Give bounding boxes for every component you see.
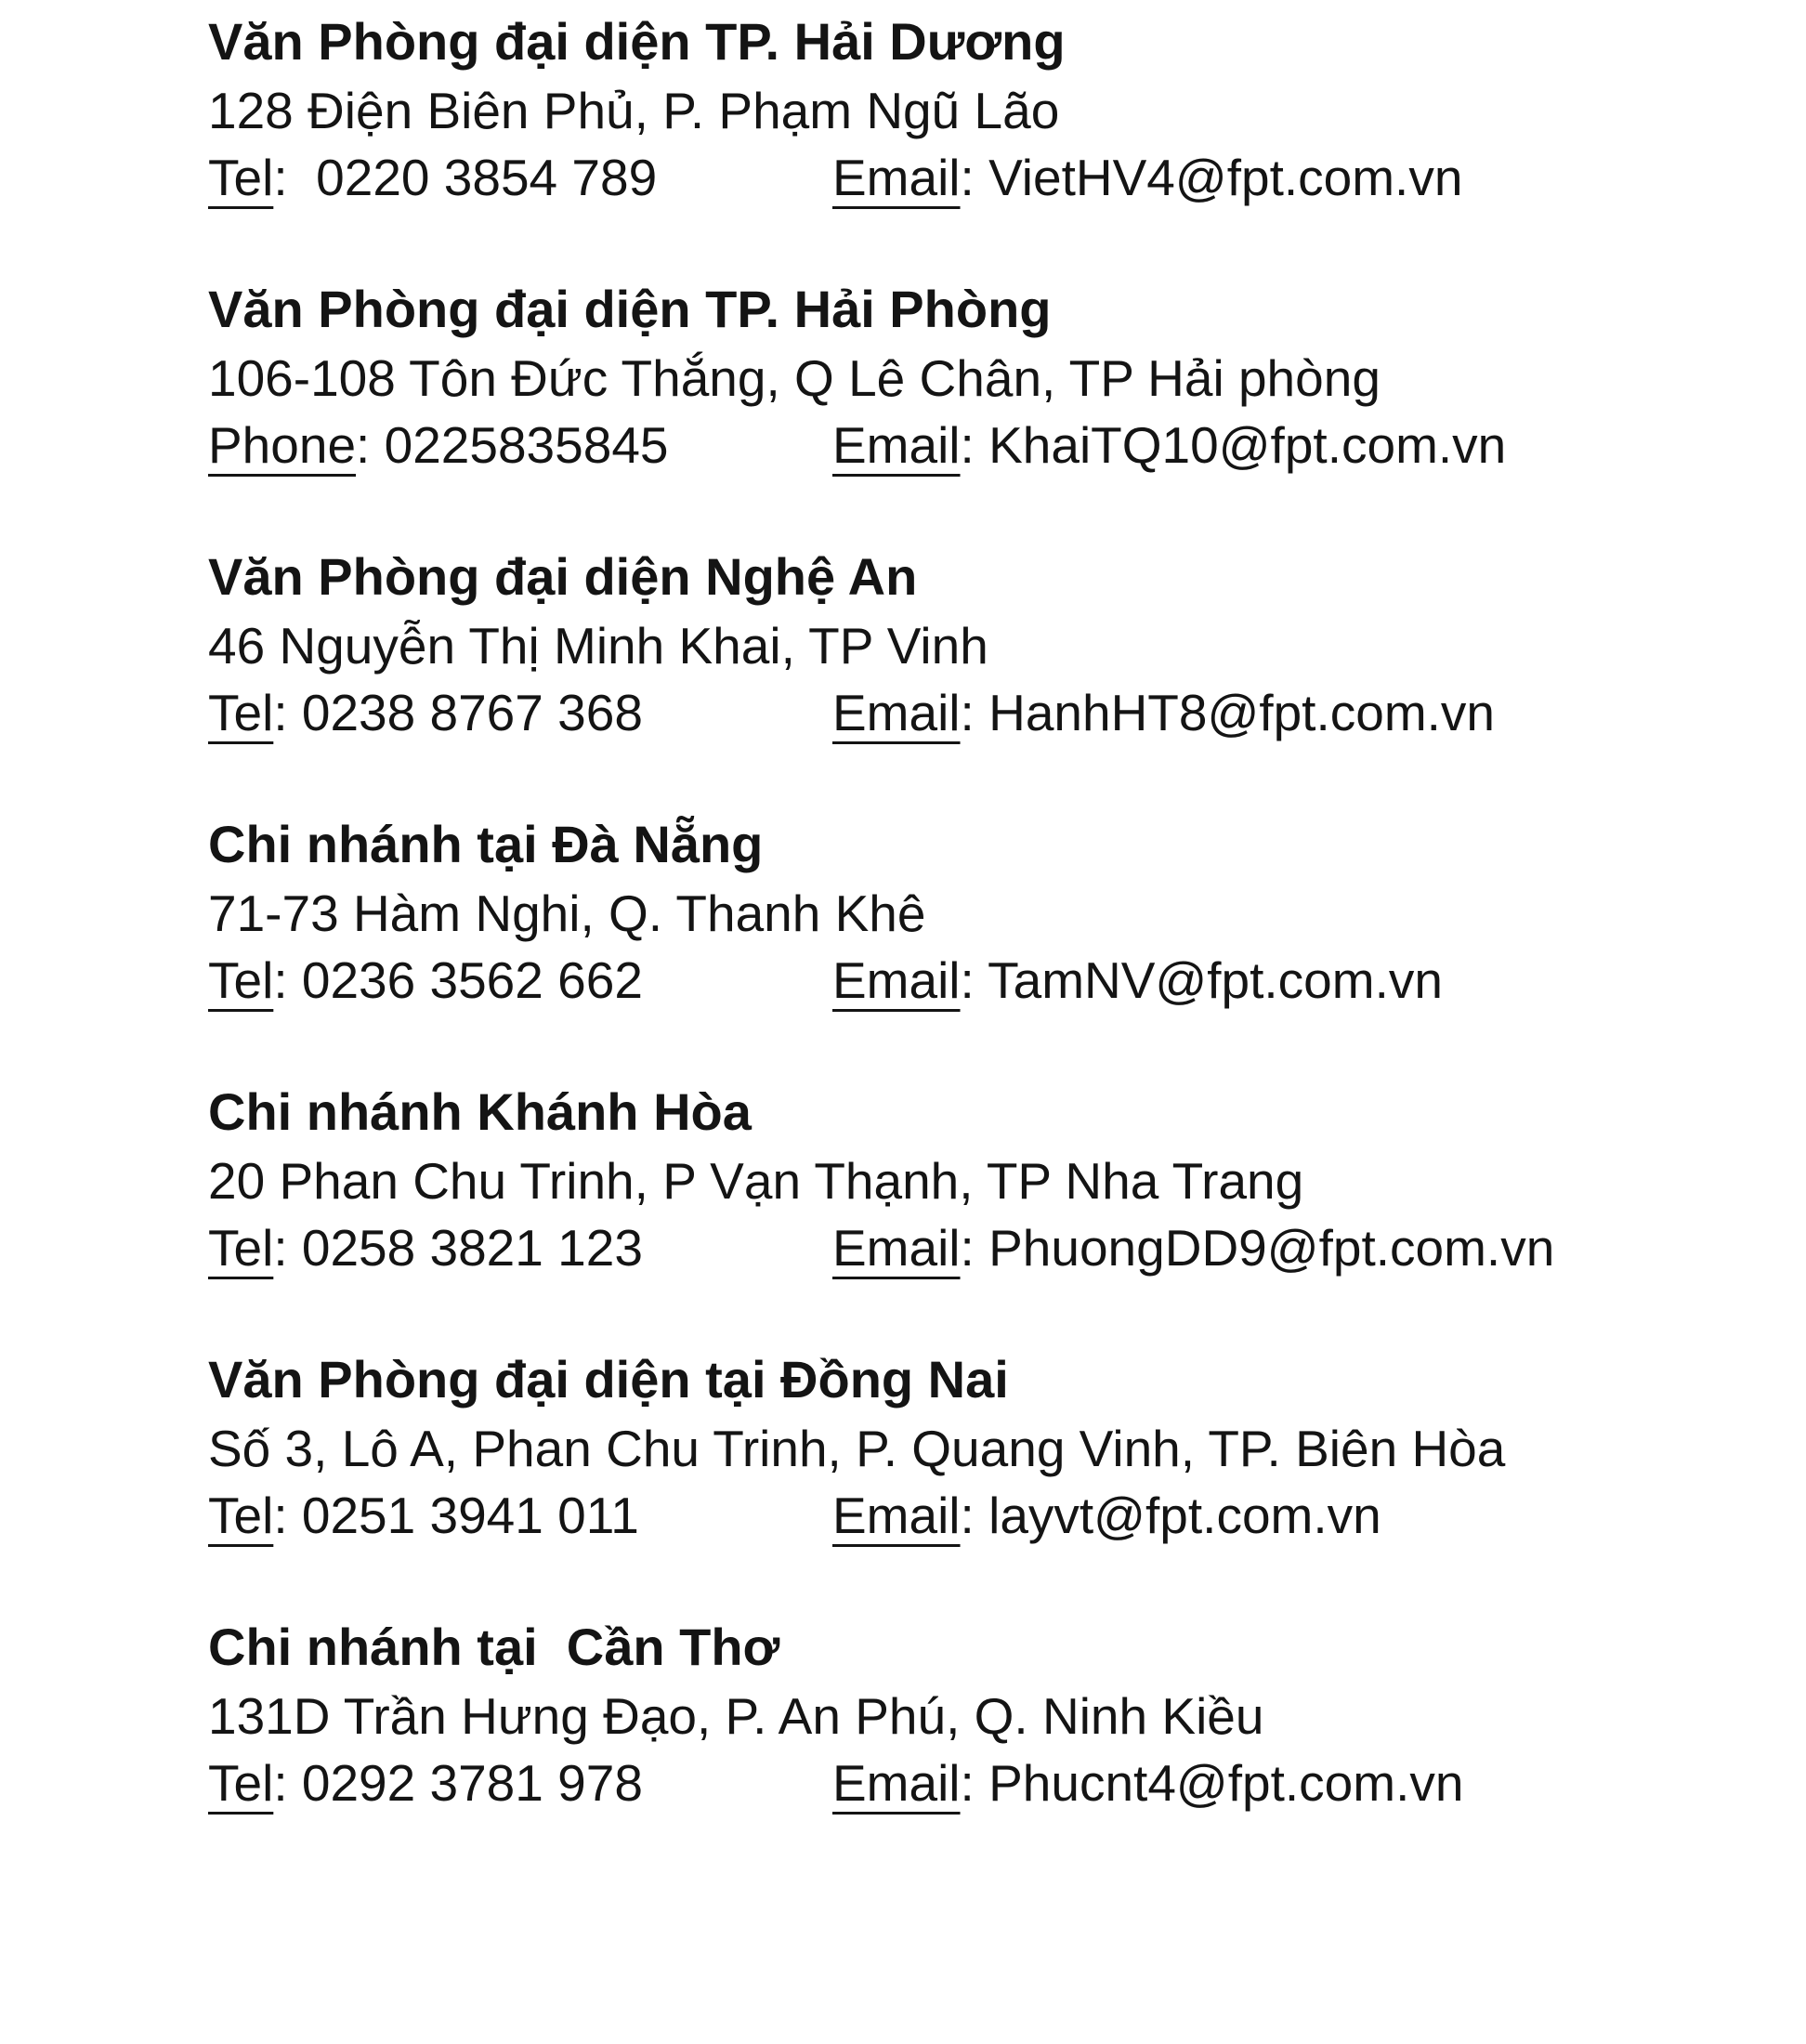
phone-number: 0238 8767 368 — [301, 684, 643, 741]
email-separator: : — [960, 1487, 989, 1544]
phone-label: Tel — [208, 1219, 274, 1277]
phone-label: Tel — [208, 1754, 274, 1812]
office-address: 106-108 Tôn Đức Thắng, Q Lê Chân, TP Hải phòng — [208, 349, 1381, 407]
email-separator: : — [960, 149, 989, 206]
office-block-nghe-an — [208, 535, 1750, 777]
email-label: Email — [832, 1487, 961, 1544]
phone-separator: : — [273, 1219, 302, 1277]
phone-line — [208, 948, 643, 1013]
office-name: Văn Phòng đại diện tại Đồng Nai — [208, 1350, 1009, 1409]
office-block-hai-phong — [208, 268, 1750, 509]
phone-number: 0220 3854 789 — [316, 149, 658, 206]
phone-label: Tel — [208, 149, 274, 206]
office-block-khanh-hoa — [208, 1070, 1750, 1312]
phone-number: 0236 3562 662 — [301, 951, 643, 1009]
phone-line — [208, 413, 669, 478]
office-address: 128 Điện Biên Phủ, P. Phạm Ngũ Lão — [208, 82, 1060, 139]
email-label: Email — [832, 1754, 961, 1812]
phone-line — [208, 680, 643, 745]
office-name: Văn Phòng đại diện TP. Hải Dương — [208, 12, 1066, 71]
office-address: 46 Nguyễn Thị Minh Khai, TP Vinh — [208, 617, 988, 675]
phone-label: Tel — [208, 684, 274, 741]
office-name: Văn Phòng đại diện TP. Hải Phòng — [208, 280, 1052, 338]
office-address: Số 3, Lô A, Phan Chu Trinh, P. Quang Vinh, TP. Biên Hòa — [208, 1420, 1506, 1477]
phone-label: Phone — [208, 416, 357, 474]
email-line — [832, 1215, 1554, 1280]
phone-separator: : — [356, 416, 385, 474]
phone-line — [208, 1215, 643, 1280]
office-address: 131D Trần Hưng Đạo, P. An Phú, Q. Ninh Kiều — [208, 1687, 1264, 1745]
email-separator: : — [960, 416, 989, 474]
email-label: Email — [832, 1219, 961, 1277]
office-name: Chi nhánh tại Cần Thơ — [208, 1618, 780, 1676]
phone-line — [208, 145, 657, 210]
email-address[interactable]: KhaiTQ10@fpt.com.vn — [988, 416, 1507, 474]
phone-separator: : — [273, 1754, 302, 1812]
phone-number: 0251 3941 011 — [301, 1487, 639, 1544]
email-line — [832, 1750, 1463, 1815]
phone-separator: : — [273, 684, 302, 741]
email-address[interactable]: HanhHT8@fpt.com.vn — [988, 684, 1496, 741]
phone-label: Tel — [208, 1487, 274, 1544]
email-line — [832, 413, 1506, 478]
email-separator: : — [960, 1219, 989, 1277]
email-label: Email — [832, 149, 961, 206]
email-line — [832, 145, 1462, 210]
office-name: Văn Phòng đại diện Nghệ An — [208, 547, 918, 606]
email-address[interactable]: layvt@fpt.com.vn — [988, 1487, 1381, 1544]
email-separator: : — [960, 1754, 989, 1812]
office-name: Chi nhánh tại Đà Nẵng — [208, 815, 764, 873]
email-line — [832, 1483, 1381, 1548]
email-address[interactable]: PhuongDD9@fpt.com.vn — [988, 1219, 1555, 1277]
email-address[interactable]: TamNV@fpt.com.vn — [988, 951, 1443, 1009]
email-label: Email — [832, 416, 961, 474]
email-line — [832, 680, 1495, 745]
email-label: Email — [832, 684, 961, 741]
office-address: 20 Phan Chu Trinh, P Vạn Thạnh, TP Nha Trang — [208, 1152, 1304, 1210]
email-address[interactable]: VietHV4@fpt.com.vn — [988, 149, 1463, 206]
phone-separator: : — [273, 1487, 302, 1544]
phone-number: 0225835845 — [384, 416, 669, 474]
office-address: 71-73 Hàm Nghi, Q. Thanh Khê — [208, 884, 926, 942]
phone-number: 0292 3781 978 — [301, 1754, 643, 1812]
phone-number: 0258 3821 123 — [301, 1219, 643, 1277]
office-block-da-nang — [208, 803, 1750, 1044]
office-name: Chi nhánh Khánh Hòa — [208, 1082, 752, 1141]
email-line — [832, 948, 1443, 1013]
office-block-dong-nai — [208, 1338, 1750, 1579]
phone-label: Tel — [208, 951, 274, 1009]
email-label: Email — [832, 951, 961, 1009]
email-separator: : — [960, 684, 989, 741]
email-address[interactable]: Phucnt4@fpt.com.vn — [988, 1754, 1464, 1812]
email-separator: : — [960, 951, 988, 1009]
office-block-can-tho — [208, 1605, 1750, 1847]
phone-line — [208, 1750, 643, 1815]
office-block-hai-duong — [208, 0, 1750, 242]
phone-separator: : — [273, 951, 302, 1009]
phone-line — [208, 1483, 639, 1548]
phone-separator: : — [273, 149, 317, 206]
